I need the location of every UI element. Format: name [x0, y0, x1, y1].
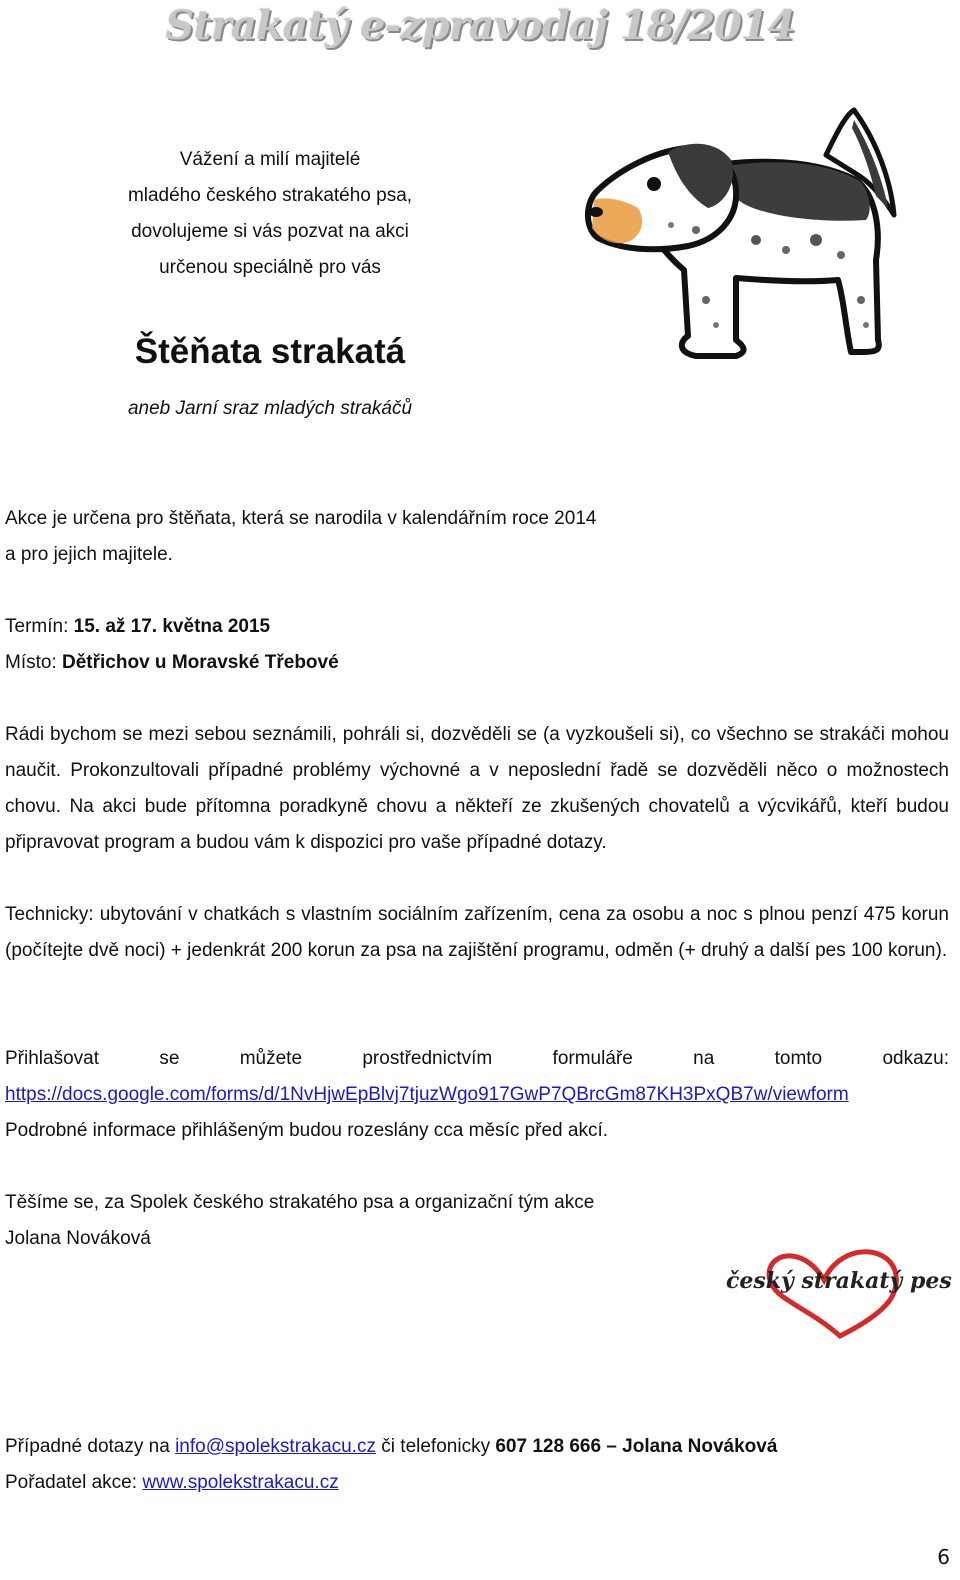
- event-details: [5, 609, 949, 681]
- greeting: [60, 142, 480, 286]
- footer-contact: [5, 1429, 949, 1501]
- dog-illustration: [576, 100, 910, 370]
- greeting-line: Vážení a milí majitelé: [179, 149, 361, 170]
- spolek-logo: [720, 1248, 952, 1348]
- greeting-line: mladého českého strakatého psa,: [127, 185, 413, 206]
- page-number: 6: [937, 1545, 950, 1569]
- closing: [5, 1185, 949, 1257]
- event-subtitle: aneb Jarní sraz mladých strakáčů: [127, 398, 413, 419]
- intro-line: a pro jejich majitele.: [5, 544, 173, 565]
- intro-line: Akce je určena pro štěňata, která se narodila v kalendářním roce 2014: [5, 508, 597, 529]
- program-paragraph: Rádi bychom se mezi sebou seznámili, pohráli si, dozvěděli se (a vyzkoušeli si), co všechno se strakáči mohou naučit. Prokonzultovali případné problémy výchovné a v neposlední řadě se dozvěděli něco o možnostech chovu. Na akci bude přítomna poradkyně chovu a někteří ze zkušených chovatelů a výcvikářů, kteří budou připravovat program a budou vám k dispozici pro vaše případné dotazy.: [5, 724, 949, 853]
- organizer-row: [5, 1465, 949, 1501]
- website-link[interactable]: www.spolekstrakacu.cz: [142, 1472, 339, 1493]
- intro: [5, 501, 949, 573]
- organizer-label: Pořadatel akce:: [5, 1472, 138, 1493]
- term-value: 15. až 17. května 2015: [73, 616, 271, 637]
- event-title: Štěňata strakatá: [134, 332, 406, 371]
- registration-line: Přihlašovat se můžete prostřednictvím formuláře na tomto odkazu:: [5, 1048, 949, 1069]
- signature-name: Jolana Nováková: [5, 1228, 151, 1249]
- term-label: Termín:: [5, 616, 69, 637]
- registration-link-row: [5, 1077, 949, 1113]
- greeting-line: dovolujeme si vás pozvat na akci: [131, 221, 409, 242]
- newsletter-title: Strakatý e-zpravodaj 18/2014: [165, 2, 795, 49]
- contact-row: [5, 1429, 949, 1465]
- contact-prefix: Případné dotazy na: [5, 1436, 170, 1457]
- place-label: Místo:: [5, 652, 57, 673]
- pricing-paragraph: Technicky: ubytování v chatkách s vlastním sociálním zařízením, cena za osobu a noc s plnou penzí 475 korun (počítejte dvě noci) + jedenkrát 200 korun za psa na zajištění programu, odměn (+ druhý a další pes 100 korun).: [5, 904, 949, 961]
- contact-mid: či telefonicky: [381, 1436, 491, 1457]
- contact-phone: 607 128 666 – Jolana Nováková: [495, 1436, 778, 1457]
- place-value: Dětřichov u Moravské Třebové: [62, 652, 339, 673]
- place-row: [5, 645, 949, 681]
- registration-info: Podrobné informace přihlášeným budou rozeslány cca měsíc před akcí.: [5, 1120, 609, 1141]
- registration-form-link[interactable]: https://docs.google.com/forms/d/1NvHjwEpBlvj7tjuzWgo917GwP7QBrcGm87KH3PxQB7w/viewform: [5, 1084, 849, 1105]
- greeting-line: určenou speciálně pro vás: [159, 257, 381, 278]
- closing-line: Těšíme se, za Spolek českého strakatého psa a organizační tým akce: [5, 1192, 595, 1213]
- email-link[interactable]: info@spolekstrakacu.cz: [175, 1436, 377, 1457]
- term-row: [5, 609, 949, 645]
- registration: [5, 1041, 949, 1149]
- logo-text: český strakatý pes: [726, 1268, 952, 1294]
